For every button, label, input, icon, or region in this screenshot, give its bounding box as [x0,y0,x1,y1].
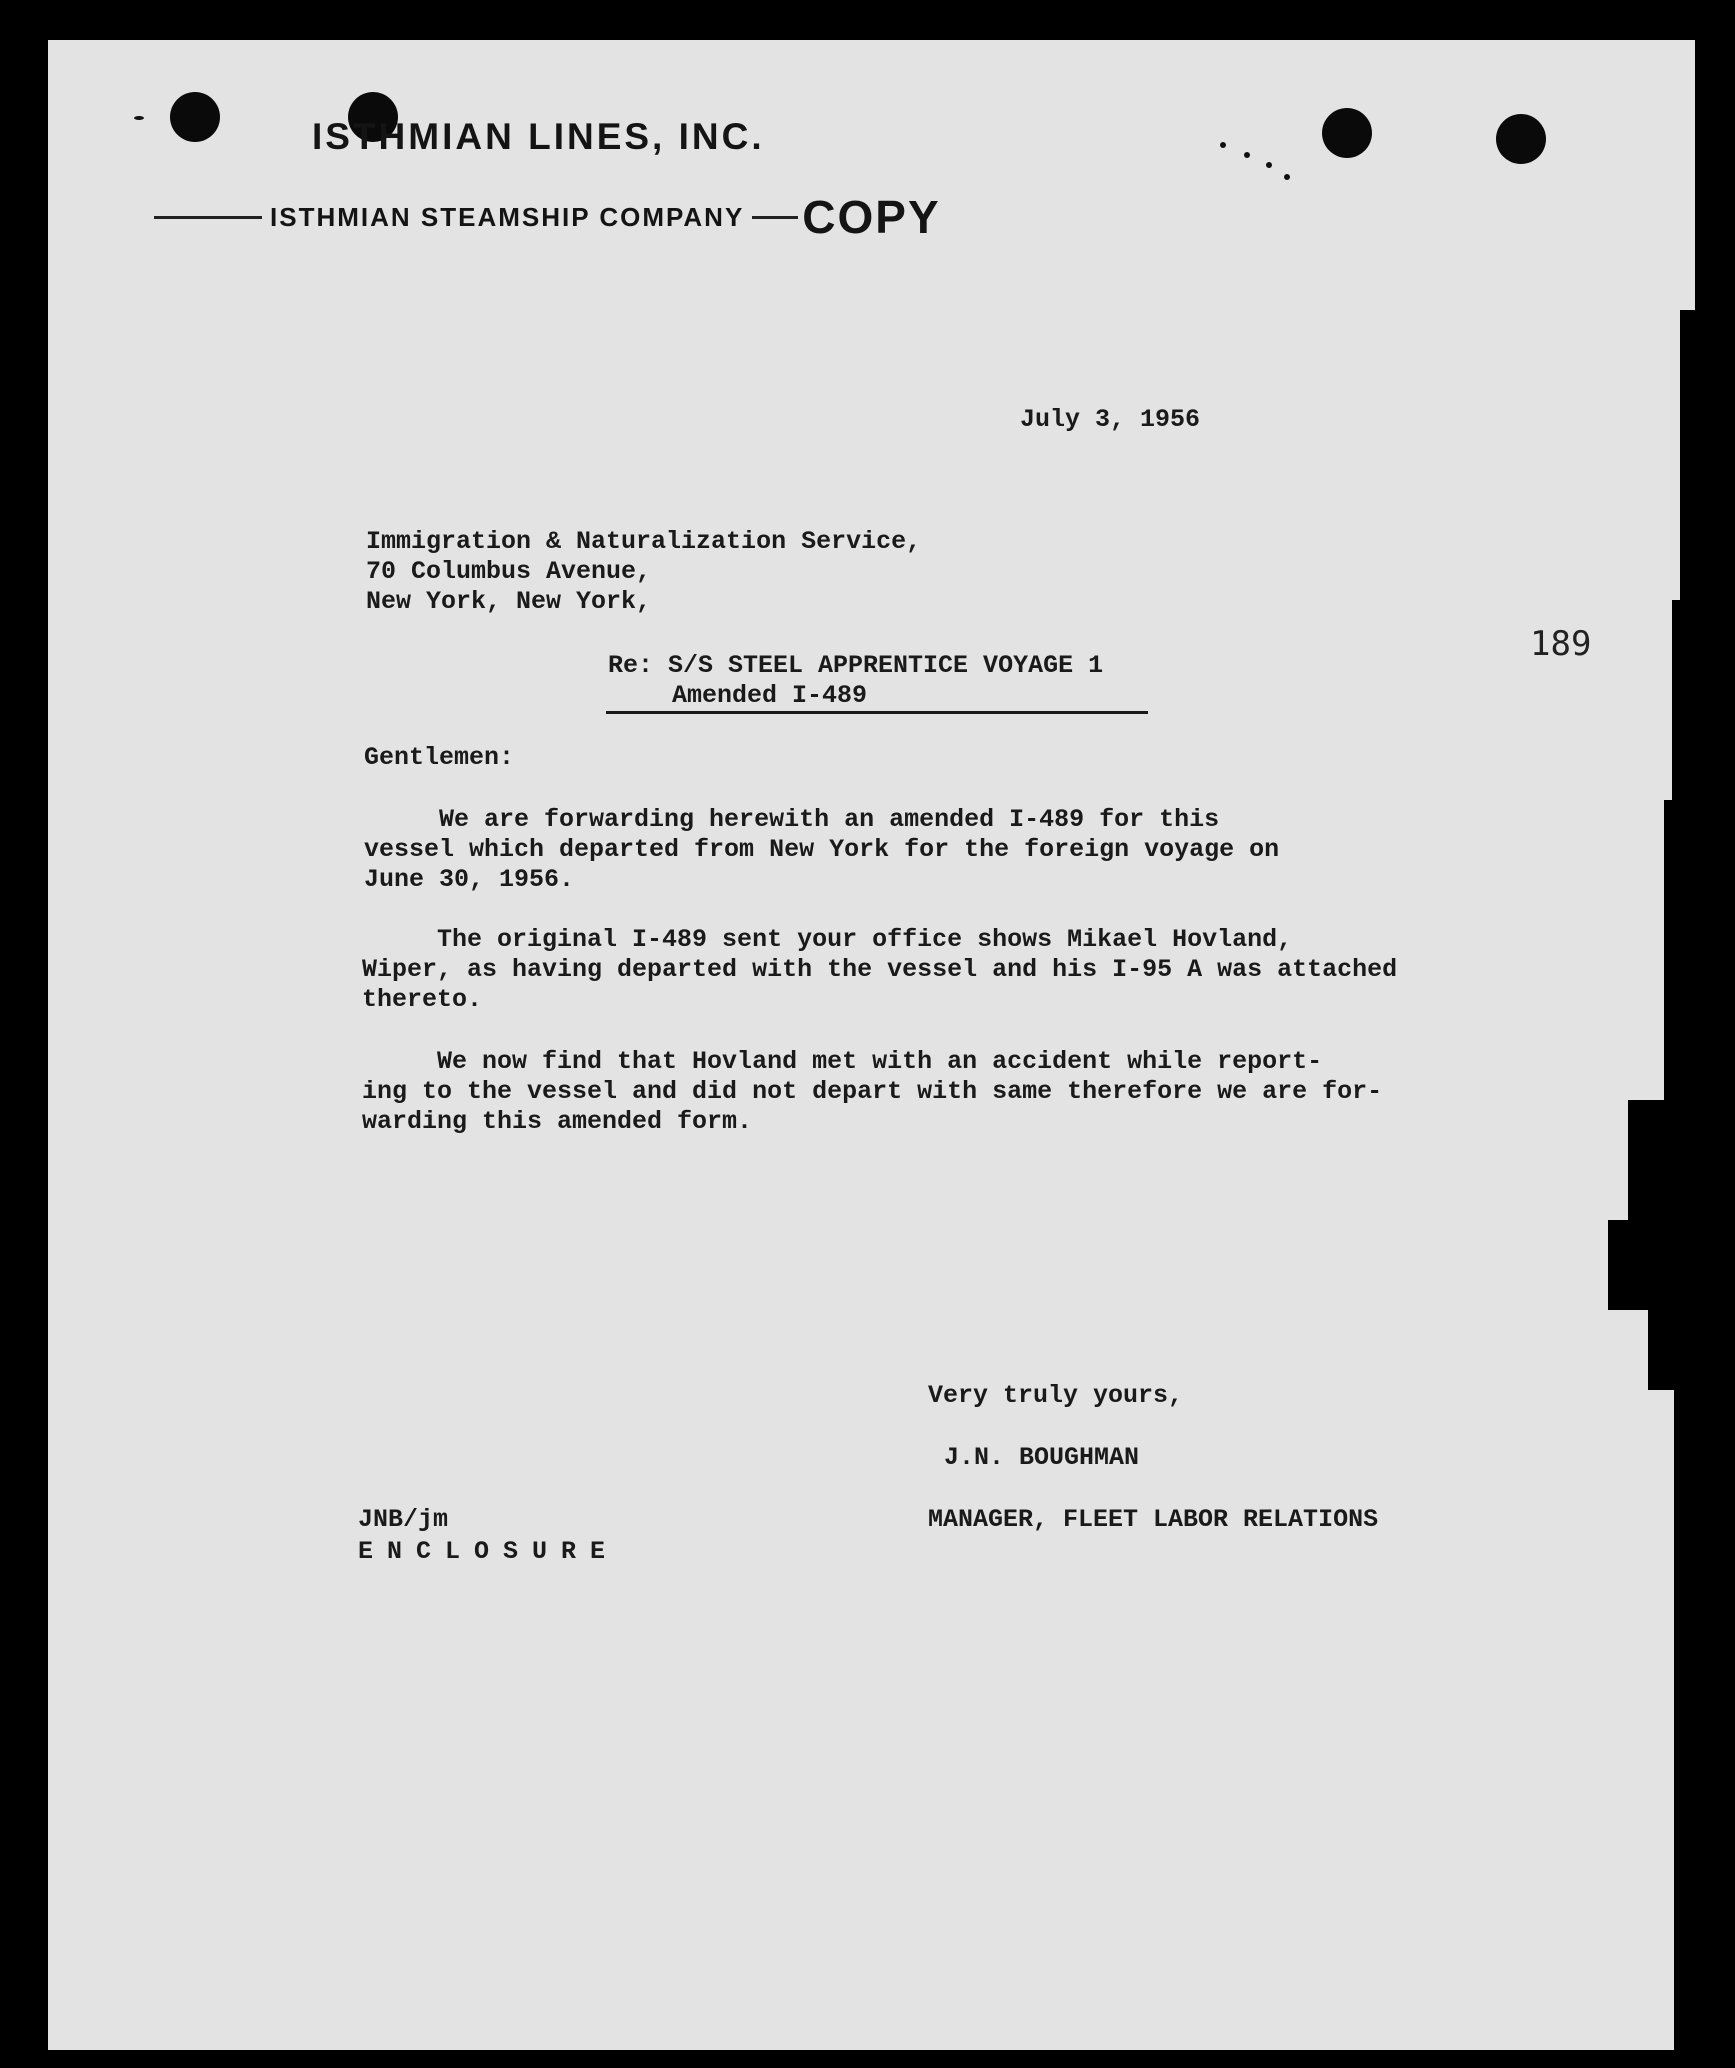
signer-name: J.N. BOUGHMAN [944,1443,1140,1472]
paragraph-3-line-3: warding this amended form. [362,1107,753,1136]
scan-speck [134,116,144,120]
paragraph-1-line-2: vessel which departed from New York for the foreign voyage on [364,835,1280,864]
torn-edge [1680,310,1695,600]
torn-edge [1648,1310,1695,1390]
paragraph-2-line-3: thereto. [362,985,483,1014]
torn-edge [1608,1220,1695,1310]
page-number: 189 [1530,624,1592,664]
scan-speck [1266,162,1272,168]
subject-line-2: Amended I-489 [672,681,868,710]
torn-edge [1664,800,1695,1100]
scan-speck [1244,152,1250,158]
torn-edge [1672,600,1695,800]
paragraph-1-line-3: June 30, 1956. [364,865,575,894]
punch-hole-right-1 [1322,108,1372,158]
scan-speck [1220,142,1226,148]
valediction: Very truly yours, [928,1381,1184,1410]
reference-initials: JNB/jm [358,1505,449,1534]
torn-edge [1674,1390,1695,2050]
paragraph-2-line-1: The original I-489 sent your office shows Mikael Hovland, [362,925,1293,954]
paragraph-3-line-1: We now find that Hovland met with an accident while report- [362,1047,1323,1076]
copy-stamp: COPY [802,191,941,243]
paragraph-1-line-1: We are forwarding herewith an amended I-489 for this [364,805,1220,834]
torn-edge [1628,1100,1695,1220]
recipient-line-2: 70 Columbus Avenue, [366,557,652,586]
signer-title: MANAGER, FLEET LABOR RELATIONS [928,1505,1379,1534]
letterhead-rule-right [752,216,798,219]
letter-date: July 3, 1956 [1020,405,1201,434]
letterhead-subsidiary-row [154,190,941,244]
enclosure-notation: ENCLOSURE [358,1537,620,1566]
subject-line-1: Re: S/S STEEL APPRENTICE VOYAGE 1 [608,651,1104,680]
paragraph-3-line-2: ing to the vessel and did not depart with same therefore we are for- [362,1077,1383,1106]
paragraph-2-line-2: Wiper, as having departed with the vessel and his I-95 A was attached [362,955,1398,984]
letter-page [48,40,1695,2050]
letterhead-rule-left [154,216,262,219]
recipient-line-3: New York, New York, [366,587,652,616]
salutation: Gentlemen: [364,743,515,772]
subject-underline [606,711,1148,714]
scan-speck [1284,174,1290,180]
punch-hole-left-1 [170,92,220,142]
letterhead-subsidiary: ISTHMIAN STEAMSHIP COMPANY [270,201,745,232]
punch-hole-right-2 [1496,114,1546,164]
recipient-line-1: Immigration & Naturalization Service, [366,527,922,556]
letterhead-company-name: ISTHMIAN LINES, INC. [312,116,765,157]
